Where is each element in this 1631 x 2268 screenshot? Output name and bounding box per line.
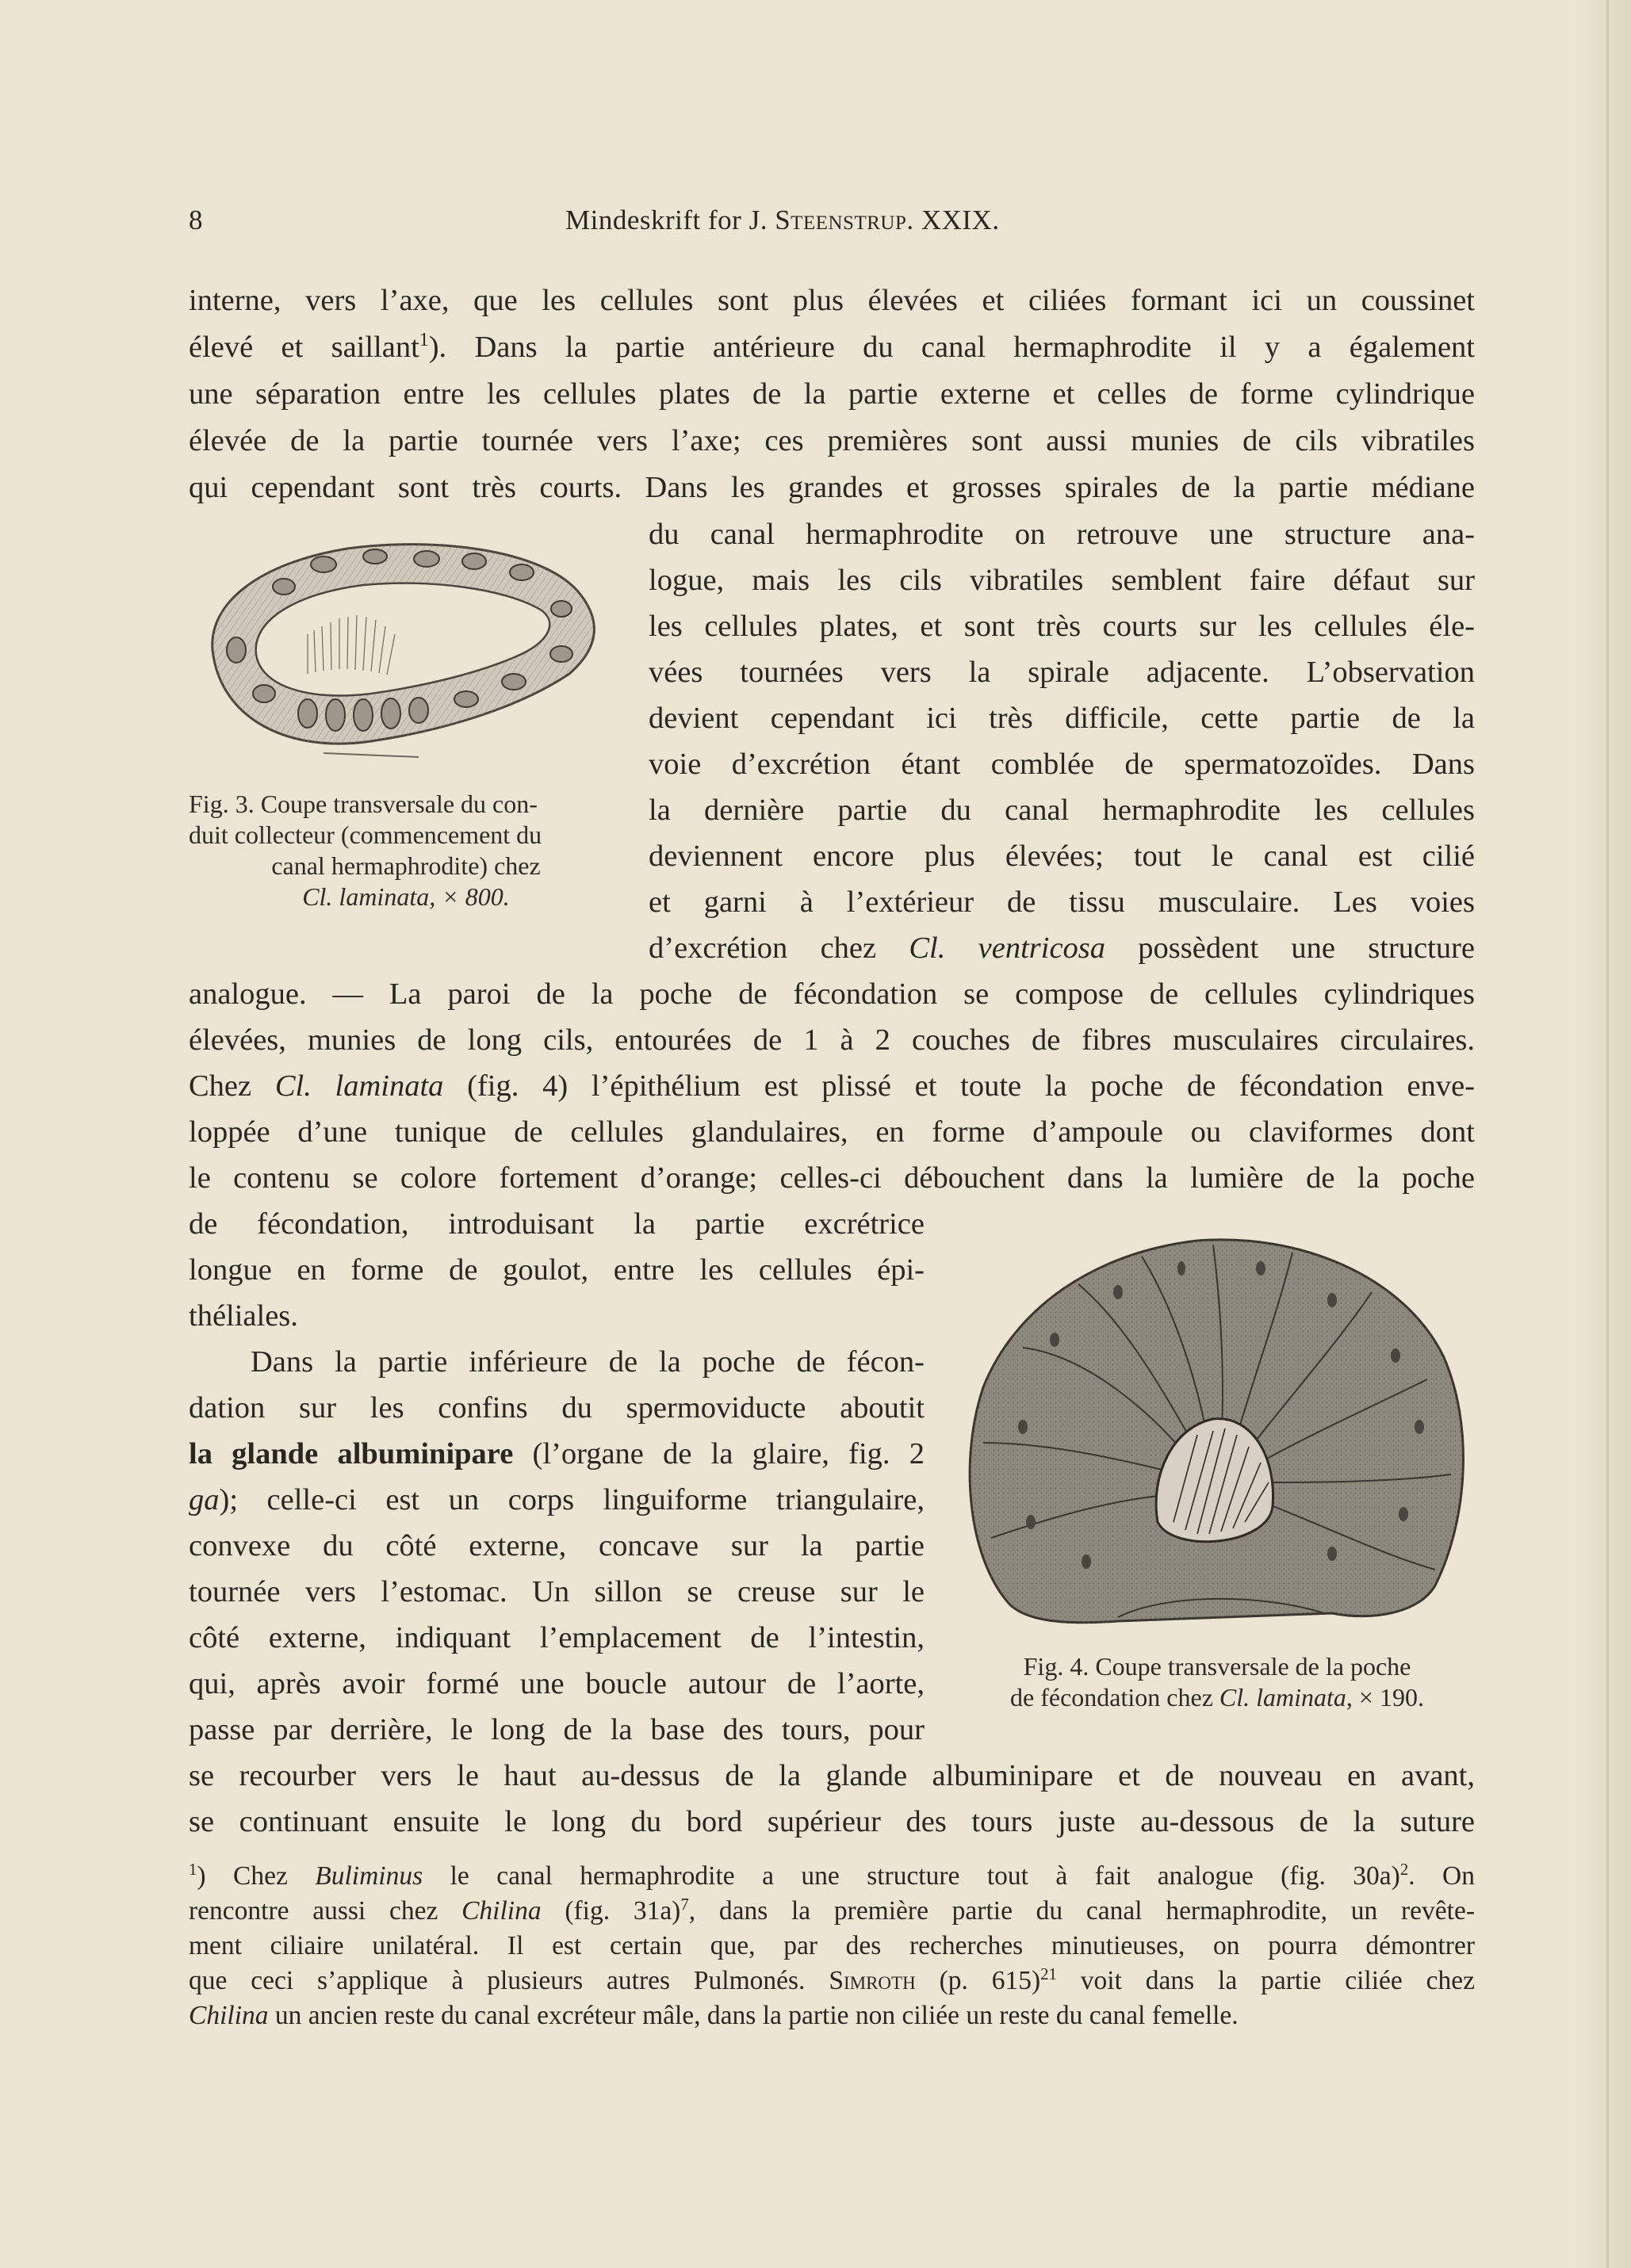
body-line: devient cependant ici très difficile, cette partie de la (649, 702, 1475, 735)
body-line: qui cependant sont très courts. Dans les grandes et grosses spirales de la partie médiane (189, 471, 1475, 504)
body-line: du canal hermaphrodite on retrouve une structure ana- (649, 518, 1475, 551)
body-line: une séparation entre les cellules plates de la partie externe et celles de forme cylindrique (189, 377, 1475, 411)
footnote-line: ment ciliaire unilatéral. Il est certain que, par des recherches minutieuses, on pourra démontrer (189, 1931, 1475, 1960)
footnote-line: Chilina un ancien reste du canal excréteur mâle, dans la partie non ciliée un reste du canal femelle. (189, 2001, 1239, 2030)
body-line: élevées, munies de long cils, entourées de 1 à 2 couches de fibres musculaires circulaires. (189, 1023, 1475, 1057)
body-line: vées tournées vers la spirale adjacente. L’observation (649, 656, 1475, 689)
footnote-line: $^1$) Chez Buliminus le canal hermaphrodite a une structure tout à fait analogue (fig. 30a)$^2$. On (189, 1860, 1475, 1891)
body-line: interne, vers l’axe, que les cellules sont plus élevées et ciliées formant ici un coussinet (189, 284, 1475, 317)
body-line: d’excrétion chez Cl. ventricosa possèdent une structure (649, 931, 1475, 965)
body-line: longue en forme de goulot, entre les cellules épi- (189, 1253, 925, 1287)
body-line: Dans la partie inférieure de la poche de fécon- (251, 1345, 925, 1379)
page-header (189, 205, 1475, 244)
figure-3-illustration (189, 515, 633, 777)
body-line: le contenu se colore fortement d’orange; celles-ci débouchent dans la lumière de la poche (189, 1161, 1475, 1195)
running-title-name: Steenstrup (775, 205, 907, 235)
body-line: ga); celle-ci est un corps linguiforme triangulaire, (189, 1483, 925, 1516)
figure-4-caption: Fig. 4. Coupe transversale de la poche de fécondation chez Cl. laminata, × 190. (1010, 1652, 1424, 1712)
body-line: convexe du côté externe, concave sur la partie (189, 1529, 925, 1562)
body-line: de fécondation, introduisant la partie excrétrice (189, 1207, 925, 1241)
body-line: Chez Cl. laminata (fig. 4) l’épithélium est plissé et toute la poche de fécondation enve- (189, 1069, 1475, 1103)
footnote-marker: 1 (189, 1860, 197, 1879)
body-line: la dernière partie du canal hermaphrodite les cellules (649, 794, 1475, 827)
body-line: élevée de la partie tournée vers l’axe; ces premières sont aussi munies de cils vibratiles (189, 424, 1475, 457)
footnote-line: que ceci s’applique à plusieurs autres Pulmonés. Simroth (p. 615)$^{21}$ voit dans la partie ciliée chez (189, 1964, 1476, 1995)
body-line: tournée vers l’estomac. Un sillon se creuse sur le (189, 1575, 925, 1608)
body-line: et garni à l’extérieur de tissu musculaire. Les voies (649, 885, 1475, 919)
figure-3-caption: Fig. 3. Coupe transversale du con- duit collecteur (commencement du canal hermaphrodite) chez Cl. laminata, × 800. (189, 790, 542, 911)
body-line: logue, mais les cils vibratiles semblent faire défaut sur (649, 564, 1475, 597)
body-line: analogue. — La paroi de la poche de fécondation se compose de cellules cylindriques (189, 977, 1475, 1011)
body-line: deviennent encore plus élevées; tout le canal est cilié (649, 840, 1475, 873)
footnote-line: rencontre aussi chez Chilina (fig. 31a)$^7$, dans la première partie du canal hermaphrodite, un revête- (189, 1895, 1475, 1926)
running-title: Mindeskrift for J. Steenstrup. XXIX. (565, 205, 1000, 235)
body-line: passe par derrière, le long de la base des tours, pour (189, 1713, 925, 1746)
body-line: théliales. (189, 1299, 298, 1333)
body-line: voie d’excrétion étant comblée de spermatozoïdes. Dans (649, 748, 1475, 781)
figure-4-illustration (959, 1221, 1475, 1633)
body-line: loppée d’une tunique de cellules glandulaires, en forme d’ampoule ou claviformes dont (189, 1115, 1475, 1149)
body-line: élevé et saillant$^1$). Dans la partie antérieure du canal hermaphrodite il y a également (189, 330, 1475, 364)
footnote-ref: 1 (419, 330, 429, 351)
page-number: 8 (189, 205, 203, 235)
body-line: dation sur les confins du spermoviducte aboutit (189, 1391, 925, 1425)
body-line: se continuant ensuite le long du bord supérieur des tours juste au-dessous de la suture (189, 1805, 1475, 1838)
page-edge-shadow (1575, 0, 1631, 2268)
page-edge-line (1606, 0, 1609, 2268)
body-line: les cellules plates, et sont très courts sur les cellules éle- (649, 610, 1475, 643)
body-line: la glande albuminipare (l’organe de la glaire, fig. 2 (189, 1437, 925, 1471)
body-line: se recourber vers le haut au-dessus de la glande albuminipare et de nouveau en avant, (189, 1759, 1475, 1792)
body-line: qui, après avoir formé une boucle autour de l’aorte, (189, 1667, 925, 1700)
bold-term: la glande albuminipare (189, 1437, 514, 1471)
body-line: côté externe, indiquant l’emplacement de l’intestin, (189, 1621, 925, 1654)
